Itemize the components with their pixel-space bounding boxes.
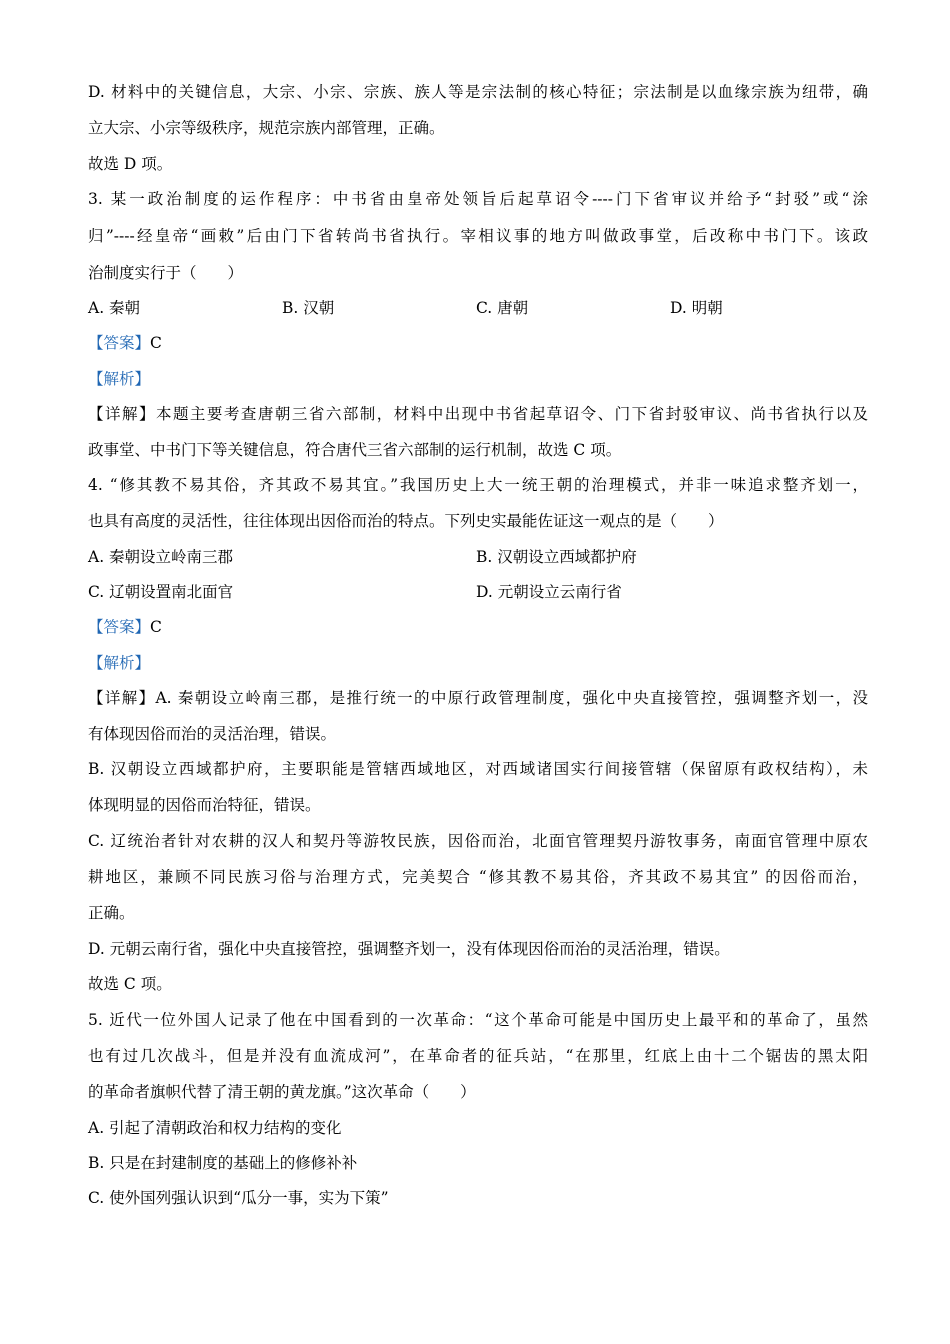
q4-analysis-heading	[88, 651, 868, 675]
q4-option-d: D. 元朝设立云南行省	[476, 583, 622, 601]
q3-detail-line2: 政事堂、中书门下等关键信息，符合唐代三省六部制的运行机制，故选 C 项。	[88, 441, 622, 459]
q2-option-d-analysis-cont: 立大宗、小宗等级秩序，规范宗族内部管理，正确。	[88, 119, 445, 137]
answer-tag: 【答案】	[88, 618, 151, 636]
q3-stem-line1: 3. 某一政治制度的运作程序：中书省由皇帝处领旨后起草诏令----门下省审议并给予“封驳”或“涂	[88, 190, 868, 208]
q4-answer	[88, 615, 868, 639]
q4-option-c: C. 辽朝设置南北面官	[88, 583, 234, 601]
q3-stem-line2: 归”----经皇帝“画敕”后由门下省转尚书省执行。宰相议事的地方叫做政事堂，后改称中书门下。该政	[88, 227, 868, 245]
q5-option-c: C. 使外国列强认识到“瓜分一事，实为下策”	[88, 1189, 389, 1207]
q4-conclusion: 故选 C 项。	[88, 975, 172, 993]
q2-conclusion: 故选 D 项。	[88, 155, 173, 173]
q4-answer-value: C	[150, 618, 162, 636]
q4-option-b: B. 汉朝设立西域都护府	[476, 548, 637, 566]
q3-answer	[88, 331, 868, 355]
q4-option-a: A. 秦朝设立岭南三郡	[88, 548, 234, 566]
q4-detail-a-line2: 有体现因俗而治的灵活治理，错误。	[88, 725, 337, 743]
q5-stem-line3: 的革命者旗帜代替了清王朝的黄龙旗。”这次革命（ ）	[88, 1083, 476, 1101]
q3-option-a: A. 秦朝	[88, 299, 141, 317]
q4-stem-line1: 4. “修其教不易其俗，齐其政不易其宜。”我国历史上大一统王朝的治理模式，并非一味追求整齐划一，	[88, 476, 868, 494]
q4-detail-d-line1: D. 元朝云南行省，强化中央直接管控，强调整齐划一，没有体现因俗而治的灵活治理，错误。	[88, 940, 730, 958]
detail-tag: 【详解】	[88, 689, 156, 707]
q4-stem-line2: 也具有高度的灵活性，往往体现出因俗而治的特点。下列史实最能佐证这一观点的是（ ）	[88, 512, 724, 530]
q2-option-d-analysis: D. 材料中的关键信息，大宗、小宗、宗族、族人等是宗法制的核心特征；宗法制是以血缘宗族为纽带，确	[88, 83, 868, 101]
q4-detail-c-line3: 正确。	[88, 904, 135, 922]
q4-detail-b-line1: B. 汉朝设立西域都护府，主要职能是管辖西域地区，对西域诸国实行间接管辖（保留原有政权结构），未	[88, 760, 868, 778]
q3-detail-text: 本题主要考查唐朝三省六部制，材料中出现中书省起草诏令、门下省封驳审议、尚书省执行以及	[155, 405, 868, 423]
q3-analysis-heading	[88, 367, 868, 391]
q3-option-c: C. 唐朝	[476, 299, 529, 317]
q5-stem-line2: 也有过几次战斗，但是并没有血流成河”，在革命者的征兵站，“在那里，红底上由十二个锯齿的黑太阳	[88, 1047, 868, 1065]
q5-option-b: B. 只是在封建制度的基础上的修修补补	[88, 1154, 358, 1172]
detail-tag: 【详解】	[88, 405, 156, 423]
q3-option-b: B. 汉朝	[282, 299, 335, 317]
q3-answer-value: C	[150, 334, 162, 352]
q3-stem-line3: 治制度实行于（ ）	[88, 264, 244, 282]
analysis-tag: 【解析】	[88, 654, 151, 672]
q4-detail-c-line2: 耕地区，兼顾不同民族习俗与治理方式，完美契合 “修其教不易其俗，齐其政不易其宜” 的因俗而治，	[88, 868, 868, 886]
q5-stem-line1: 5. 近代一位外国人记录了他在中国看到的一次革命：“这个革命可能是中国历史上最平和的革命了，虽然	[88, 1011, 868, 1029]
q5-option-a: A. 引起了清朝政治和权力结构的变化	[88, 1119, 342, 1137]
answer-tag: 【答案】	[88, 334, 151, 352]
q4-detail-b-line2: 体现明显的因俗而治特征，错误。	[88, 796, 321, 814]
q4-detail-a-text: A. 秦朝设立岭南三郡，是推行统一的中原行政管理制度，强化中央直接管控，强调整齐划一，没	[155, 689, 868, 707]
q4-detail-c-line1: C. 辽统治者针对农耕的汉人和契丹等游牧民族，因俗而治，北面官管理契丹游牧事务，南面官管理中原农	[88, 832, 868, 850]
q3-detail-line1	[88, 402, 868, 426]
q4-detail-a-line1	[88, 686, 868, 710]
analysis-tag: 【解析】	[88, 370, 151, 388]
q3-option-d: D. 明朝	[670, 299, 723, 317]
